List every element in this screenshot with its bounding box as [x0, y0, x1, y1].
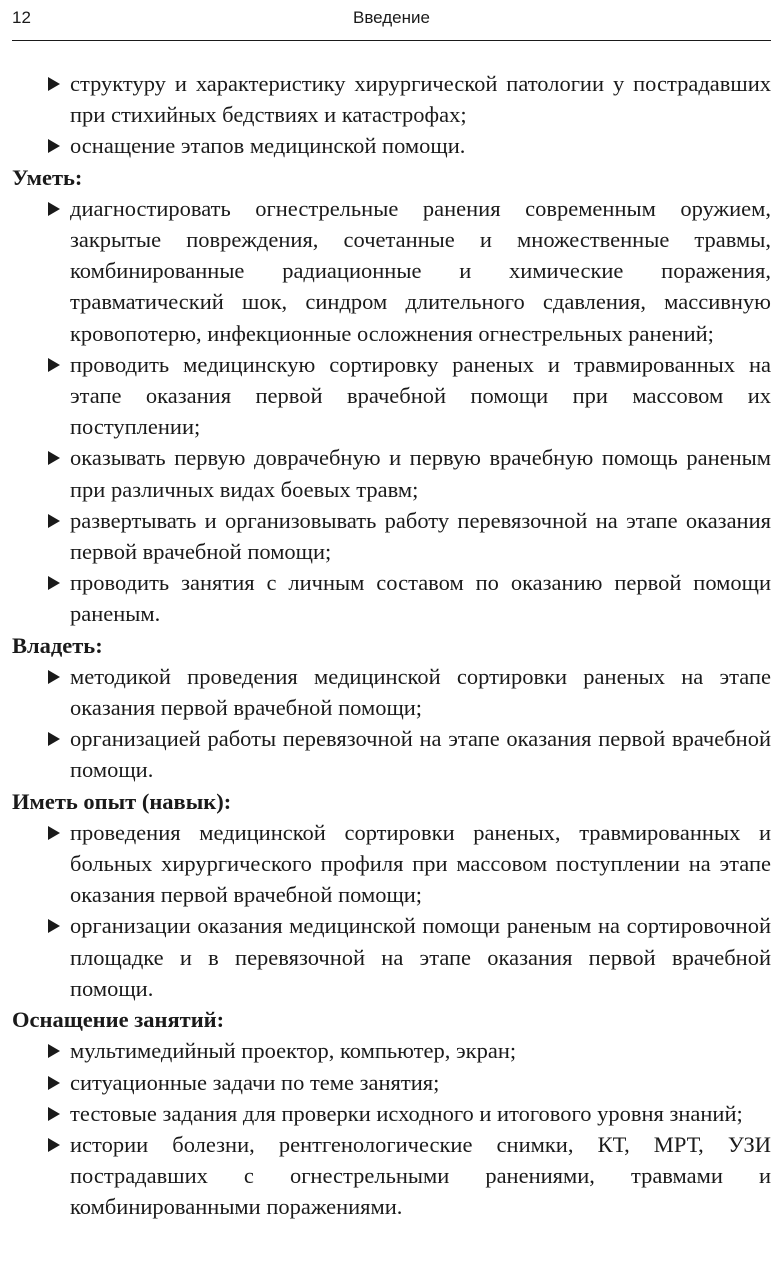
page-header	[12, 6, 771, 41]
triangle-bullet-icon	[48, 514, 60, 528]
list-item	[70, 505, 771, 567]
list-item-text: оказывать первую доврачебную и первую врачебную помощь раненым при различных видах боевых травм;	[70, 445, 771, 502]
section-heading-experience: Иметь опыт (навык):	[12, 788, 232, 814]
list-item	[70, 68, 771, 130]
list-item-text: проводить медицинскую сортировку раненых и травмированных на этапе оказания первой врачебной помощи при массовом их поступлении;	[70, 351, 771, 440]
list-item-text: методикой проведения медицинской сортировки раненых на этапе оказания первой врачебной помощи;	[70, 663, 771, 721]
mastery-list	[12, 661, 771, 786]
list-item	[70, 723, 771, 785]
triangle-bullet-icon	[48, 732, 60, 746]
list-item	[70, 349, 771, 443]
list-item-text: ситуационные задачи по теме занятия;	[70, 1069, 440, 1095]
list-item	[70, 130, 771, 161]
list-item	[70, 442, 771, 504]
triangle-bullet-icon	[48, 139, 60, 153]
list-item	[70, 193, 771, 349]
list-item-text: развертывать и организовывать работу перевязочной на этапе оказания первой врачебной помощи;	[70, 507, 771, 565]
skills-list	[12, 193, 771, 630]
list-item-text: структуру и характеристику хирургической патологии у пострадавших при стихийных бедствиях и катастрофах;	[70, 71, 771, 128]
triangle-bullet-icon	[48, 919, 60, 933]
list-item-text: тестовые задания для проверки исходного и итогового уровня знаний;	[70, 1100, 743, 1126]
list-item	[70, 661, 771, 723]
section-heading-vladet: Владеть:	[12, 632, 103, 658]
triangle-bullet-icon	[48, 77, 60, 91]
list-item	[70, 817, 771, 911]
triangle-bullet-icon	[48, 1138, 60, 1152]
triangle-bullet-icon	[48, 202, 60, 216]
list-item-text: диагностировать огнестрельные ранения современным оружием, закрытые повреждения, сочетанные и множественные травмы, комбинированные радиационные и химические поражения, травматический шок, синдром длительного сдавления, массивную кровопотерю, инфекционные осложнения огнестрельных ранений;	[70, 195, 771, 346]
page-body	[12, 68, 771, 1223]
experience-list	[12, 817, 771, 1004]
list-item-text: оснащение этапов медицинской помощи.	[70, 133, 466, 159]
list-item	[70, 910, 771, 1004]
list-item	[70, 567, 771, 629]
intro-list	[12, 68, 771, 162]
list-item-text: проведения медицинской сортировки раненых, травмированных и больных хирургического профиля при массовом поступлении на этапе оказания первой врачебной помощи;	[70, 819, 771, 908]
list-item-text: организации оказания медицинской помощи раненым на сортировочной площадке и в перевязочной на этапе оказания первой врачебной помощи.	[70, 913, 771, 1001]
running-title: Введение	[353, 8, 430, 27]
section-heading-umet: Уметь:	[12, 164, 83, 190]
triangle-bullet-icon	[48, 576, 60, 590]
list-item	[70, 1098, 771, 1129]
list-item	[70, 1067, 771, 1098]
triangle-bullet-icon	[48, 451, 60, 465]
list-item	[70, 1129, 771, 1223]
list-item-text: проводить занятия с личным составом по оказанию первой помощи раненым.	[70, 570, 771, 627]
list-item-text: истории болезни, рентгенологические снимки, КТ, МРТ, УЗИ пострадавших с огнестрельными ранениями, травмами и комбинированными поражениями.	[70, 1131, 771, 1220]
equipment-list	[12, 1035, 771, 1222]
section-heading-equipment: Оснащение занятий:	[12, 1007, 225, 1033]
triangle-bullet-icon	[48, 1044, 60, 1058]
page-number: 12	[12, 8, 31, 27]
triangle-bullet-icon	[48, 826, 60, 840]
list-item-text: организацией работы перевязочной на этапе оказания первой врачебной помощи.	[70, 726, 771, 783]
triangle-bullet-icon	[48, 358, 60, 372]
list-item-text: мультимедийный проектор, компьютер, экран;	[70, 1038, 517, 1064]
triangle-bullet-icon	[48, 1107, 60, 1121]
list-item	[70, 1035, 771, 1066]
triangle-bullet-icon	[48, 670, 60, 684]
triangle-bullet-icon	[48, 1076, 60, 1090]
